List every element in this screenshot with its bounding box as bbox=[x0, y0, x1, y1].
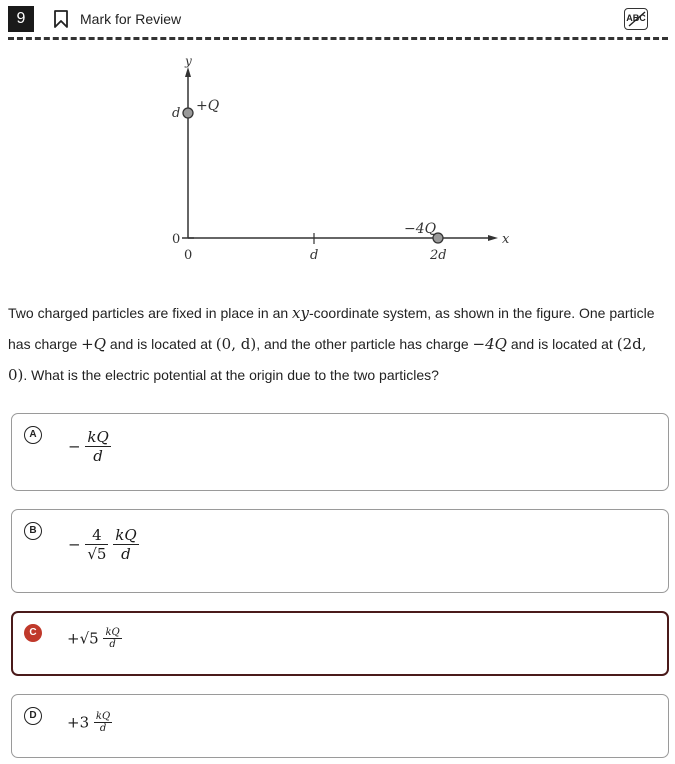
prefix: +3 bbox=[67, 713, 90, 732]
question-header bbox=[0, 0, 675, 37]
numerator: kQ bbox=[115, 526, 137, 544]
denominator: d bbox=[109, 639, 116, 650]
y-axis-label: y bbox=[185, 55, 192, 68]
choice-letter: C bbox=[24, 624, 42, 642]
header-divider bbox=[8, 37, 668, 40]
numerator: kQ bbox=[105, 627, 120, 638]
y-tick-label-d: d bbox=[172, 106, 181, 121]
math-charge-1: +Q bbox=[81, 335, 107, 353]
math-charge-2: −4Q bbox=[472, 335, 507, 353]
answer-eliminator-button[interactable]: ABC bbox=[624, 8, 648, 30]
x-tick-label-0: 0 bbox=[184, 248, 193, 263]
math-location-2: (2d, 0) bbox=[8, 335, 647, 384]
math-xy: xy bbox=[292, 304, 309, 322]
fraction bbox=[103, 627, 121, 650]
sign: − bbox=[68, 437, 81, 456]
question-text bbox=[8, 298, 668, 391]
answer-choice-d[interactable] bbox=[11, 694, 669, 758]
numerator: kQ bbox=[95, 711, 111, 722]
bookmark-icon[interactable] bbox=[53, 9, 69, 29]
question-part: . What is the electric potential at the origin due to the two particles? bbox=[23, 367, 439, 383]
answer-choice-c[interactable] bbox=[11, 611, 669, 676]
choice-letter: D bbox=[24, 707, 42, 725]
question-part: -coordinate system, as shown in the figure. One particle has charge bbox=[8, 305, 655, 352]
choice-letter: A bbox=[24, 426, 42, 444]
prefix: +√5 bbox=[67, 629, 99, 648]
x-tick-label-2d: 2d bbox=[430, 248, 447, 263]
choice-formula bbox=[68, 526, 139, 563]
math-location-1: (0, d) bbox=[215, 335, 257, 353]
denominator: d bbox=[121, 545, 131, 563]
numerator: kQ bbox=[87, 428, 109, 446]
denominator: d bbox=[99, 723, 107, 734]
y-axis-arrow bbox=[185, 67, 191, 77]
coordinate-figure bbox=[160, 55, 520, 270]
question-number: 9 bbox=[8, 6, 34, 32]
coefficient-fraction bbox=[85, 526, 108, 563]
strikethrough-icon bbox=[626, 9, 648, 29]
choice-formula bbox=[67, 627, 122, 650]
y-tick-label-0: 0 bbox=[172, 232, 181, 247]
choice-formula bbox=[67, 711, 112, 734]
question-part: and is located at bbox=[106, 336, 216, 352]
question-part: , and the other particle has charge bbox=[256, 336, 473, 352]
mark-for-review-button[interactable]: Mark for Review bbox=[80, 11, 182, 27]
question-part: and is located at bbox=[506, 336, 617, 352]
fraction bbox=[113, 526, 138, 563]
answer-choice-a[interactable] bbox=[11, 413, 669, 491]
answer-choice-b[interactable] bbox=[11, 509, 669, 593]
choice-formula bbox=[68, 428, 111, 465]
x-tick-label-d: d bbox=[310, 248, 319, 263]
sign: − bbox=[68, 535, 81, 554]
choice-letter: B bbox=[24, 522, 42, 540]
charge-right-label: −4Q bbox=[404, 221, 437, 237]
fraction bbox=[85, 428, 110, 465]
x-axis-label: x bbox=[502, 232, 510, 247]
denominator: d bbox=[93, 447, 103, 465]
numerator: 4 bbox=[85, 526, 108, 545]
charge-top-marker bbox=[183, 108, 193, 118]
denominator: √5 bbox=[87, 545, 107, 563]
x-axis-arrow bbox=[488, 235, 498, 241]
charge-top-label: +Q bbox=[196, 98, 220, 114]
question-part: Two charged particles are fixed in place in an bbox=[8, 305, 293, 321]
fraction bbox=[94, 711, 112, 734]
